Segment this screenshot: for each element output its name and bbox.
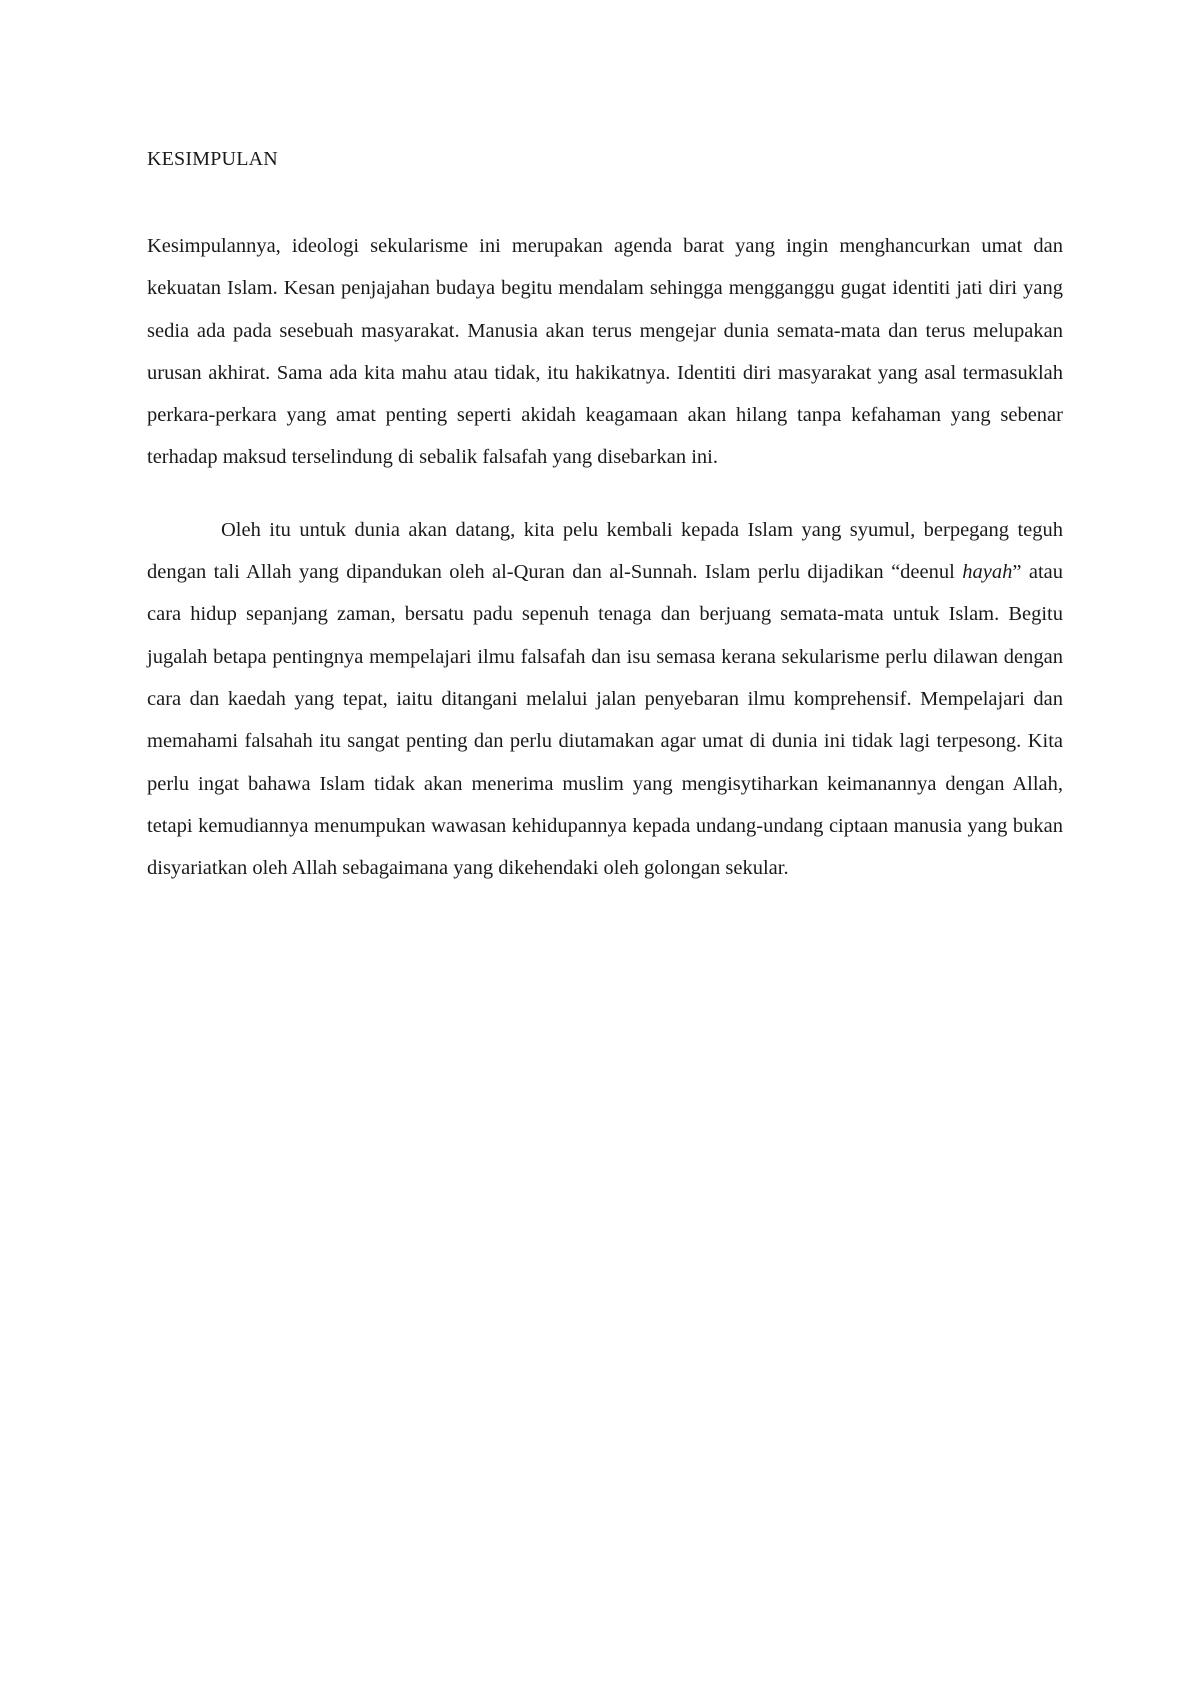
document-body (147, 143, 1063, 889)
paragraph-conclusion-2 (147, 509, 1063, 890)
paragraph-2-text-start: Oleh itu untuk dunia akan datang, kita pelu kembali kepada Islam yang syumul, berpegang teguh dengan tali Allah yang dipandukan oleh al-Quran dan al-Sunnah. Islam perlu dijadikan “deenul (147, 518, 1063, 584)
paragraph-2-text-end: ” atau cara hidup sepanjang zaman, bersatu padu sepenuh tenaga dan berjuang semata-mata untuk Islam. Begitu jugalah betapa pentingnya mempelajari ilmu falsafah dan isu semasa kerana sekularisme perlu dilawan dengan cara dan kaedah yang tepat, iaitu ditangani melalui jalan penyebaran ilmu komprehensif. Mempelajari dan memahami falsahah itu sangat penting dan perlu diutamakan agar umat di dunia ini tidak lagi terpesong. Kita perlu ingat bahawa Islam tidak akan menerima muslim yang mengisytiharkan keimanannya dengan Allah, tetapi kemudiannya menumpukan wawasan kehidupannya kepada undang-undang ciptaan manusia yang bukan disyariatkan oleh Allah sebagaimana yang dikehendaki oleh golongan sekular. (147, 561, 1063, 880)
section-heading: KESIMPULAN (147, 148, 278, 170)
paragraph-conclusion-1: Kesimpulannya, ideologi sekularisme ini merupakan agenda barat yang ingin menghancurkan umat dan kekuatan Islam. Kesan penjajahan budaya begitu mendalam sehingga mengganggu gugat identiti jati diri yang sedia ada pada sesebuah masyarakat. Manusia akan terus mengejar dunia semata-mata dan terus melupakan urusan akhirat. Sama ada kita mahu atau tidak, itu hakikatnya. Identiti diri masyarakat yang asal termasuklah perkara-perkara yang amat penting seperti akidah keagamaan akan hilang tanpa kefahaman yang sebenar terhadap maksud terselindung di sebalik falsafah yang disebarkan ini. (147, 235, 1063, 469)
italic-term: hayah (962, 561, 1013, 584)
